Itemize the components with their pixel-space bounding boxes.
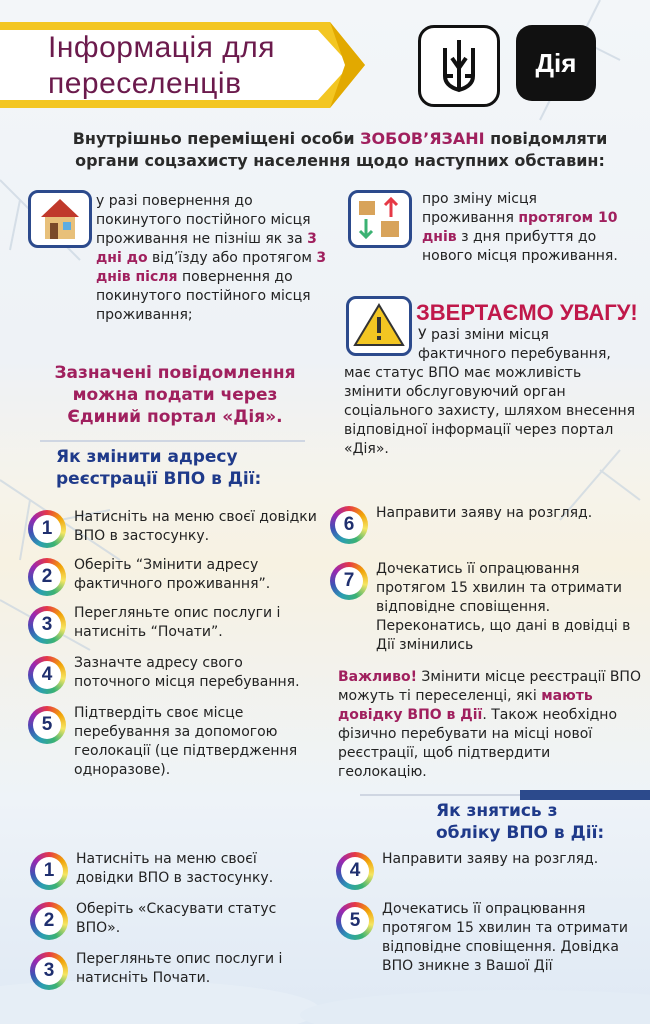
step-number-4 bbox=[28, 656, 66, 694]
step-text: Перегляньте опис послуги і натисніть “Почати”. bbox=[74, 605, 281, 640]
warning-text-a: У разі зміни місця фактичного перебування, bbox=[418, 327, 611, 362]
warning-title: ЗВЕРТАЄМО УВАГУ! bbox=[416, 300, 638, 325]
page-title-line2: переселенців bbox=[48, 67, 242, 100]
trident-icon bbox=[418, 25, 500, 107]
step-number-1 bbox=[28, 510, 66, 548]
step-number-label: 6 bbox=[335, 511, 363, 539]
house-icon bbox=[28, 190, 92, 248]
step-number-1 bbox=[30, 852, 68, 890]
step-text: Направити заяву на розгляд. bbox=[382, 851, 599, 867]
moving-boxes-icon bbox=[348, 190, 412, 248]
step-number-label: 3 bbox=[33, 611, 61, 639]
step-number-7 bbox=[330, 562, 368, 600]
important-note: Важливо! Змінити місце реєстрації ВПО можуть ті переселенці, які мають довідку ВПО в Дії. Також необхідно фізично перебувати на місці нової реєстрації, щоб підтвердити геолокацію. bbox=[338, 669, 641, 780]
step-text: Дочекатись її опрацювання протягом 15 хвилин та отримати відповідне сповіщення. Довідка ВПО зникне з Вашої Дії bbox=[382, 901, 628, 974]
step-text: Перегляньте опис послуги і натисніть Почати. bbox=[76, 951, 283, 986]
step-number-label: 7 bbox=[335, 567, 363, 595]
page-title bbox=[48, 30, 275, 102]
step-text: Натисніть на меню своєї довідки ВПО в застосунку. bbox=[74, 509, 317, 544]
step-number-label: 5 bbox=[33, 711, 61, 739]
step-number-label: 5 bbox=[341, 907, 369, 935]
step-number-label: 4 bbox=[341, 857, 369, 885]
intro-highlight: ЗОБОВ’ЯЗАНІ bbox=[360, 129, 485, 148]
step-number-3 bbox=[30, 952, 68, 990]
step-number-2 bbox=[30, 902, 68, 940]
step-number-label: 1 bbox=[35, 857, 63, 885]
step-number-5 bbox=[28, 706, 66, 744]
step-number-label: 2 bbox=[35, 907, 63, 935]
step-number-5 bbox=[336, 902, 374, 940]
page-title-line1: Інформація для bbox=[48, 31, 275, 64]
step-number-6 bbox=[330, 506, 368, 544]
step-number-2 bbox=[28, 558, 66, 596]
decor-band bbox=[520, 790, 650, 800]
intro-text: Внутрішньо переміщені особи ЗОБОВ’ЯЗАНІ повідомляти органи соцзахисту населення щодо наступних обставин: bbox=[72, 129, 608, 170]
step-text: Підтвердіть своє місце перебування за допомогою геолокації (це підтвердження одноразове). bbox=[74, 705, 298, 778]
step-number-label: 4 bbox=[33, 661, 61, 689]
step-number-3 bbox=[28, 606, 66, 644]
left-obligation-text: у разі повернення до покинутого постійного місця проживання не пізніш як за 3 дні до від’їзду або протягом 3 днів після повернення до покинутого постійного місця проживання; bbox=[96, 193, 327, 323]
remove-section-title: Як знятись з обліку ВПО в Дії: bbox=[436, 801, 605, 843]
step-text: Оберіть «Скасувати статус ВПО». bbox=[76, 901, 277, 936]
section-divider bbox=[40, 440, 305, 442]
warning-text-b: має статус ВПО має можливість змінити обслуговуючий орган соціального захисту, шляхом внесення відповідної інформації через портал «Дія». bbox=[344, 365, 636, 457]
step-text: Дочекатись її опрацювання протягом 15 хвилин та отримати відповідне сповіщення. Переконатись, що дані в довідці в Дії змінились bbox=[376, 561, 631, 653]
diia-logo: Дія bbox=[516, 25, 596, 101]
portal-note: Зазначені повідомлення можна подати через Єдиний портал «Дія». bbox=[54, 363, 296, 427]
warning-icon bbox=[346, 296, 412, 356]
step-text: Зазначте адресу свого поточного місця перебування. bbox=[74, 655, 300, 690]
step-number-label: 1 bbox=[33, 515, 61, 543]
step-number-4 bbox=[336, 852, 374, 890]
step-text: Оберіть “Змінити адресу фактичного проживання”. bbox=[74, 557, 271, 592]
right-obligation-text: про зміну місця проживання протягом 10 днів з дня прибуття до нового місця проживання. bbox=[422, 191, 618, 264]
change-section-title: Як змінити адресу реєстрації ВПО в Дії: bbox=[56, 447, 262, 489]
step-text: Натисніть на меню своєї довідки ВПО в застосунку. bbox=[76, 851, 274, 886]
step-number-label: 3 bbox=[35, 957, 63, 985]
step-text: Направити заяву на розгляд. bbox=[376, 505, 593, 521]
section-divider bbox=[360, 794, 520, 796]
step-number-label: 2 bbox=[33, 563, 61, 591]
